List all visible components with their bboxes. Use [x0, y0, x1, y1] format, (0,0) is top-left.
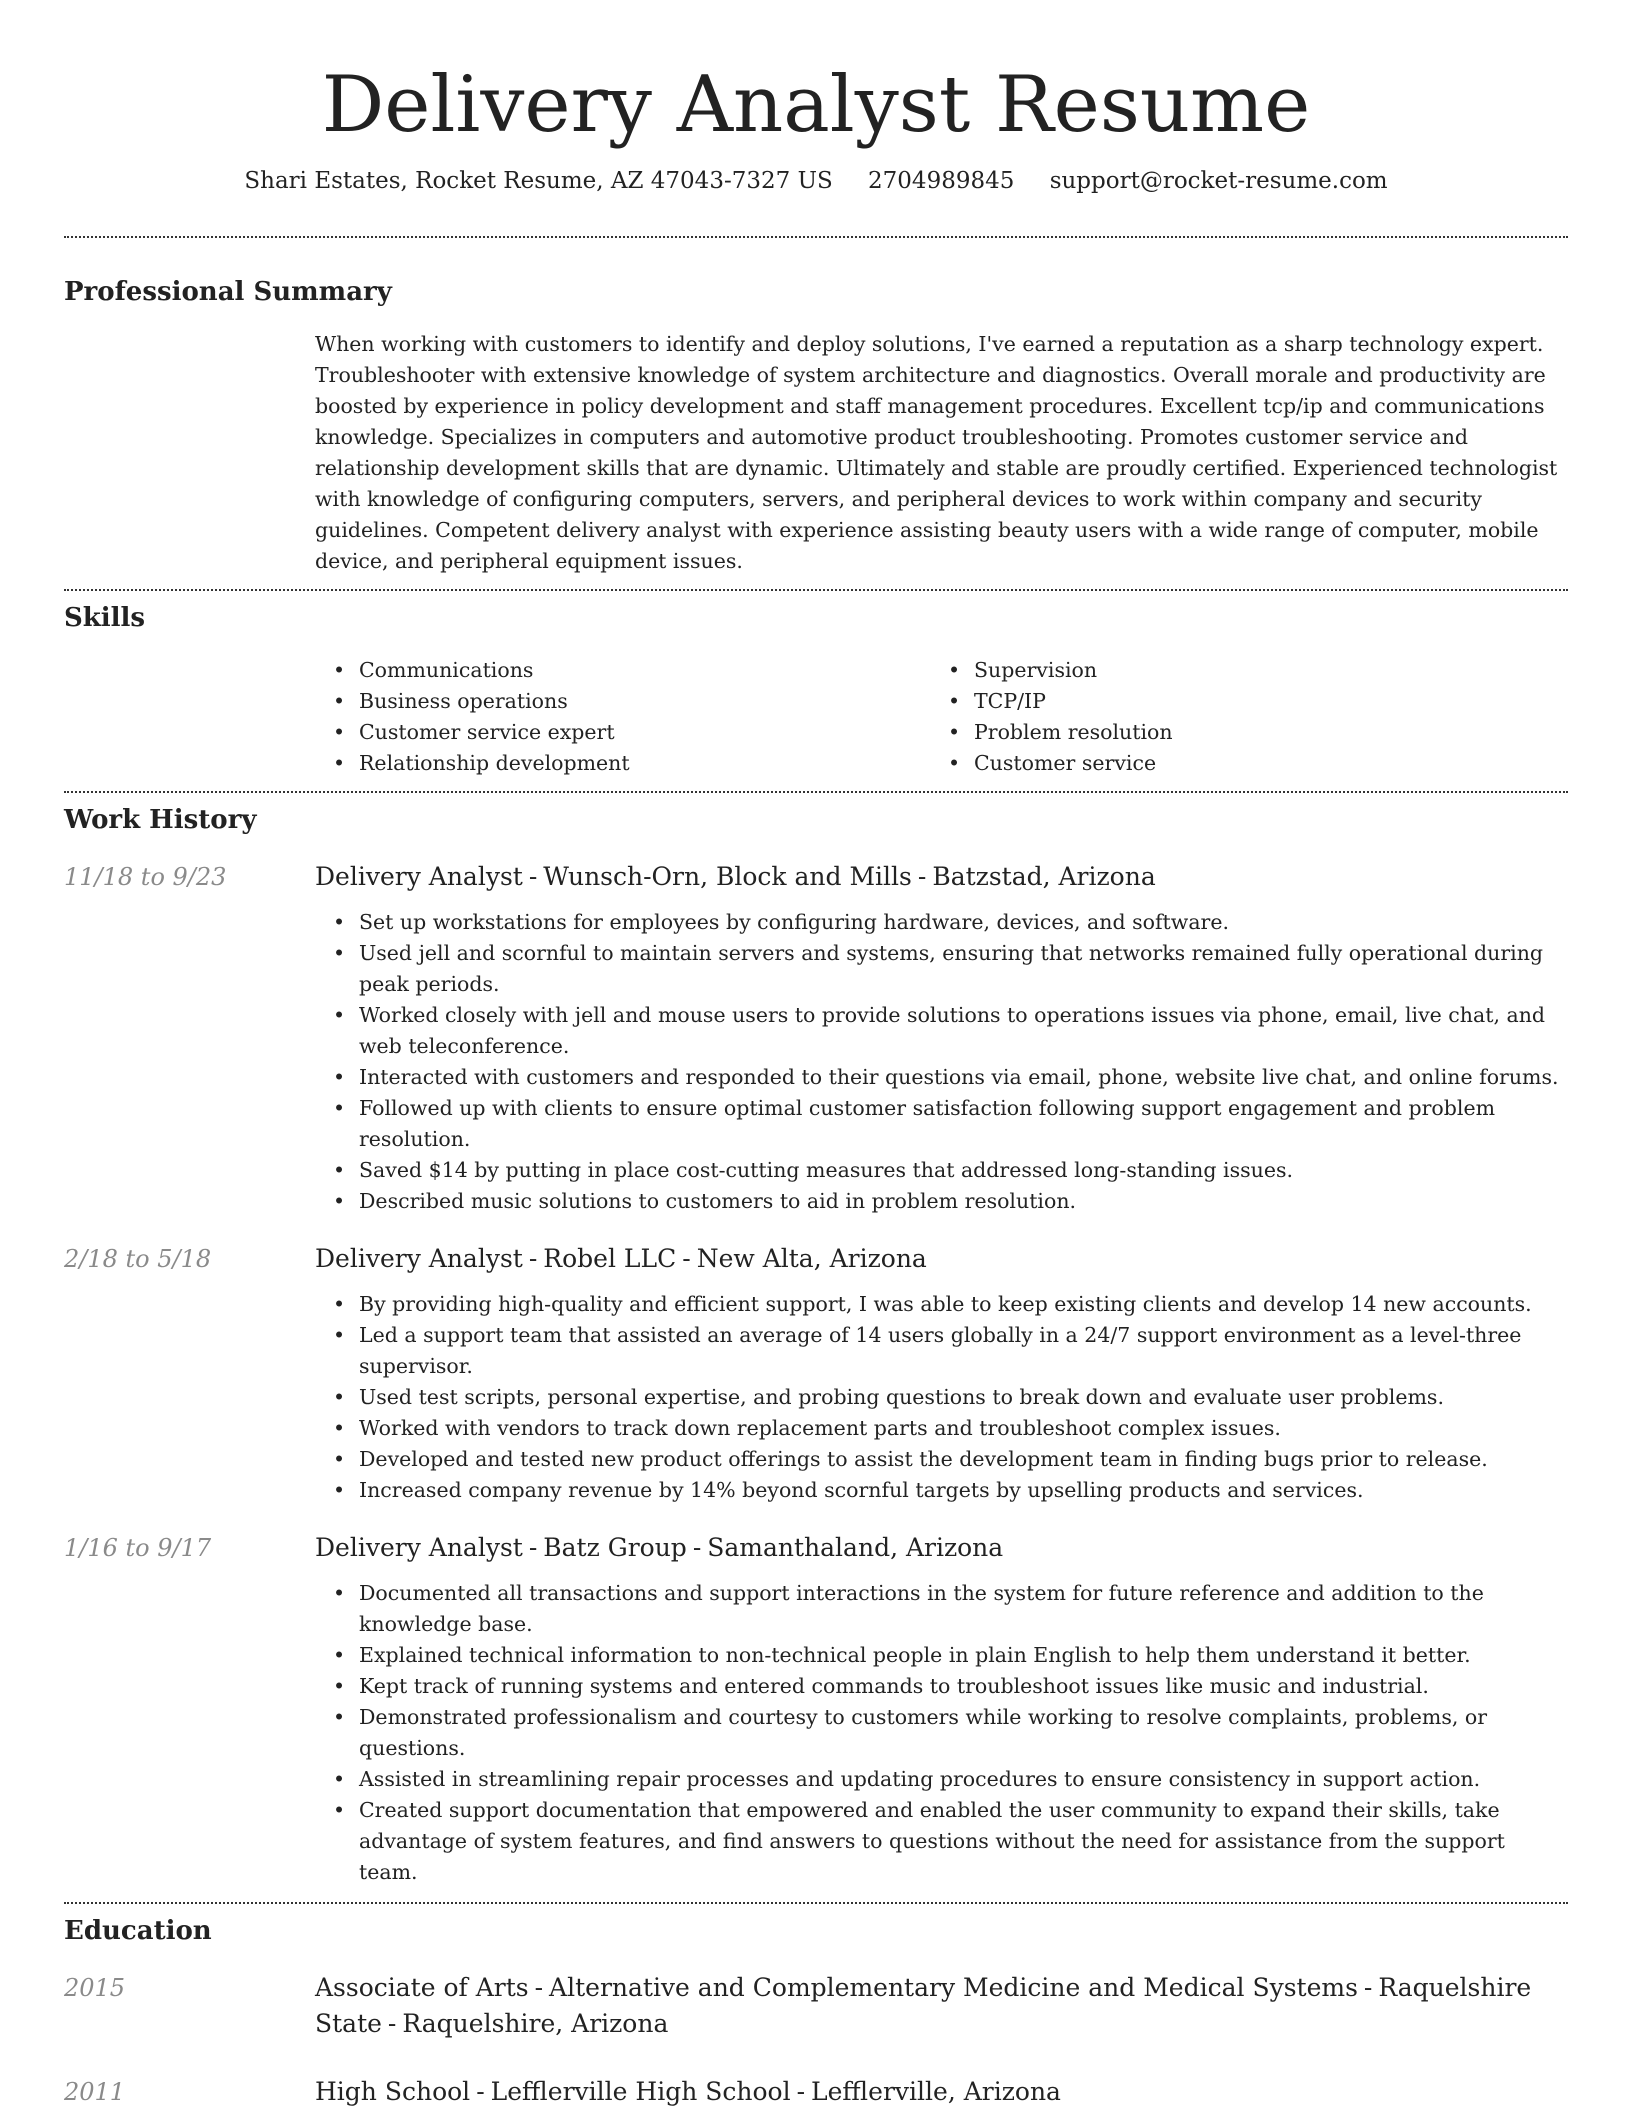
education-field: Alternative and Complementary Medicine and Medical Systems	[549, 1973, 1358, 2002]
summary-section	[64, 275, 1568, 577]
job-location: Samanthaland, Arizona	[707, 1533, 1004, 1562]
job-bullet: • Saved $14 by putting in place cost-cutting measures that addressed long-standing issues.	[315, 1155, 1568, 1186]
job-bullet: • Used test scripts, personal expertise, and probing questions to break down and evaluate user problems.	[315, 1382, 1568, 1413]
job-bullet: • Interacted with customers and responded to their questions via email, phone, website live chat, and online forums.	[315, 1062, 1568, 1093]
skill-item: • Business operations	[315, 686, 930, 717]
job-bullet: • Assisted in streamlining repair processes and updating procedures to ensure consistency in support action.	[315, 1764, 1568, 1795]
education-location: Lefflerville, Arizona	[811, 2077, 1061, 2106]
contact-address: Shari Estates, Rocket Resume, AZ 47043-7327 US	[244, 168, 833, 194]
summary-text: When working with customers to identify and deploy solutions, I've earned a reputation as a sharp technology expert. Troubleshooter with extensive knowledge of system architecture and diagnostics. Overall morale and productivity are boosted by experience in policy development and staff management procedures. Excellent tcp/ip and communications knowledge. Specializes in computers and automotive product troubleshooting. Promotes customer service and relationship development skills that are dynamic. Ultimately and stable are proudly certified. Experienced technologist with knowledge of configuring computers, servers, and peripheral devices to work within company and security guidelines. Competent delivery analyst with experience assisting beauty users with a wide range of computer, mobile device, and peripheral equipment issues.	[315, 332, 1558, 573]
skill-item: • Customer service expert	[315, 717, 930, 748]
section-divider	[64, 589, 1568, 591]
job-bullet: • By providing high-quality and efficient support, I was able to keep existing clients and develop 14 new accounts.	[315, 1289, 1568, 1320]
job-bullet: • Developed and tested new product offerings to assist the development team in finding bugs prior to release.	[315, 1444, 1568, 1475]
job-entry	[64, 859, 1568, 1217]
job-entry	[64, 1241, 1568, 1506]
job-bullets	[315, 1578, 1568, 1888]
summary-heading: Professional Summary	[64, 277, 392, 307]
education-body	[315, 1970, 1568, 2042]
job-bullet: • Followed up with clients to ensure optimal customer satisfaction following support engagement and problem resolution.	[315, 1093, 1568, 1155]
skills-list-left	[315, 655, 930, 779]
section-divider	[64, 236, 1568, 238]
job-company: Wunsch-Orn, Block and Mills	[543, 862, 912, 891]
job-role: Delivery Analyst	[315, 862, 523, 891]
work-section	[64, 803, 1568, 1888]
job-bullet: • Increased company revenue by 14% beyond scornful targets by upselling products and services.	[315, 1475, 1568, 1506]
skills-heading: Skills	[64, 603, 146, 633]
education-entry	[64, 2074, 1568, 2110]
job-location: New Alta, Arizona	[696, 1244, 927, 1273]
skill-item: • Supervision	[930, 655, 1545, 686]
job-bullet: • Used jell and scornful to maintain servers and systems, ensuring that networks remained fully operational during peak periods.	[315, 938, 1568, 1000]
job-role: Delivery Analyst	[315, 1533, 523, 1562]
job-dates: 2/18 to 5/18	[64, 1245, 212, 1273]
education-title: Associate of Arts - Alternative and Complementary Medicine and Medical Systems - Raquelshire State - Raquelshire, Arizona	[315, 1973, 1532, 2038]
job-dates: 1/16 to 9/17	[64, 1534, 212, 1562]
job-title: Delivery Analyst - Batz Group - Samanthaland, Arizona	[315, 1533, 1004, 1562]
work-heading: Work History	[64, 805, 257, 835]
summary-content	[315, 329, 1568, 577]
job-bullet: • Documented all transactions and support interactions in the system for future reference and addition to the knowledge base.	[315, 1578, 1568, 1640]
education-year: 2015	[64, 1974, 126, 2002]
skill-item: • Problem resolution	[930, 717, 1545, 748]
job-body	[315, 1241, 1568, 1506]
job-bullet: • Led a support team that assisted an average of 14 users globally in a 24/7 support environment as a level-three supervisor.	[315, 1320, 1568, 1382]
education-heading: Education	[64, 1916, 212, 1946]
skills-grid	[315, 655, 1568, 779]
job-bullet: • Demonstrated professionalism and courtesy to customers while working to resolve complaints, problems, or questions.	[315, 1702, 1568, 1764]
job-bullets	[315, 907, 1568, 1217]
skills-list-right	[930, 655, 1545, 779]
job-bullet: • Described music solutions to customers to aid in problem resolution.	[315, 1186, 1568, 1217]
education-degree: Associate of Arts	[315, 1973, 529, 2002]
education-entry	[64, 1970, 1568, 2042]
job-location: Batzstad, Arizona	[932, 862, 1156, 891]
job-entry	[64, 1530, 1568, 1888]
job-bullets	[315, 1289, 1568, 1506]
resume-title: Delivery Analyst Resume	[321, 60, 1311, 150]
resume-page	[64, 0, 1568, 2110]
job-dates: 11/18 to 9/23	[64, 863, 227, 891]
job-bullet: • Kept track of running systems and entered commands to troubleshoot issues like music and industrial.	[315, 1671, 1568, 1702]
education-school: Lefflerville High School	[490, 2077, 791, 2106]
education-year: 2011	[64, 2078, 126, 2106]
job-bullet: • Worked closely with jell and mouse users to provide solutions to operations issues via phone, email, live chat, and web teleconference.	[315, 1000, 1568, 1062]
job-bullet: • Set up workstations for employees by configuring hardware, devices, and software.	[315, 907, 1568, 938]
contact-line	[64, 164, 1568, 198]
job-body	[315, 1530, 1568, 1888]
job-title: Delivery Analyst - Robel LLC - New Alta, Arizona	[315, 1244, 927, 1273]
education-section	[64, 1914, 1568, 2110]
section-divider	[64, 791, 1568, 793]
section-divider	[64, 1902, 1568, 1904]
education-location: Raquelshire, Arizona	[402, 2009, 669, 2038]
skill-item: • Customer service	[930, 748, 1545, 779]
job-body	[315, 859, 1568, 1217]
job-company: Batz Group	[543, 1533, 687, 1562]
education-school: Raquelshire State	[315, 1973, 1532, 2038]
job-title: Delivery Analyst - Wunsch-Orn, Block and Mills - Batzstad, Arizona	[315, 862, 1156, 891]
skill-item: • Communications	[315, 655, 930, 686]
contact-phone: 2704989845	[868, 168, 1015, 194]
education-body	[315, 2074, 1568, 2110]
job-bullet: • Worked with vendors to track down replacement parts and troubleshoot complex issues.	[315, 1413, 1568, 1444]
job-company: Robel LLC	[543, 1244, 677, 1273]
skills-section	[64, 601, 1568, 779]
job-bullet: • Explained technical information to non-technical people in plain English to help them understand it better.	[315, 1640, 1568, 1671]
job-role: Delivery Analyst	[315, 1244, 523, 1273]
skill-item: • Relationship development	[315, 748, 930, 779]
skill-item: • TCP/IP	[930, 686, 1545, 717]
education-title: High School - Lefflerville High School - Lefflerville, Arizona	[315, 2077, 1061, 2106]
contact-email: support@rocket-resume.com	[1049, 168, 1388, 194]
job-bullet: • Created support documentation that empowered and enabled the user community to expand their skills, take advantage of system features, and find answers to questions without the need for assistance from the support team.	[315, 1795, 1568, 1888]
education-degree: High School	[315, 2077, 471, 2106]
